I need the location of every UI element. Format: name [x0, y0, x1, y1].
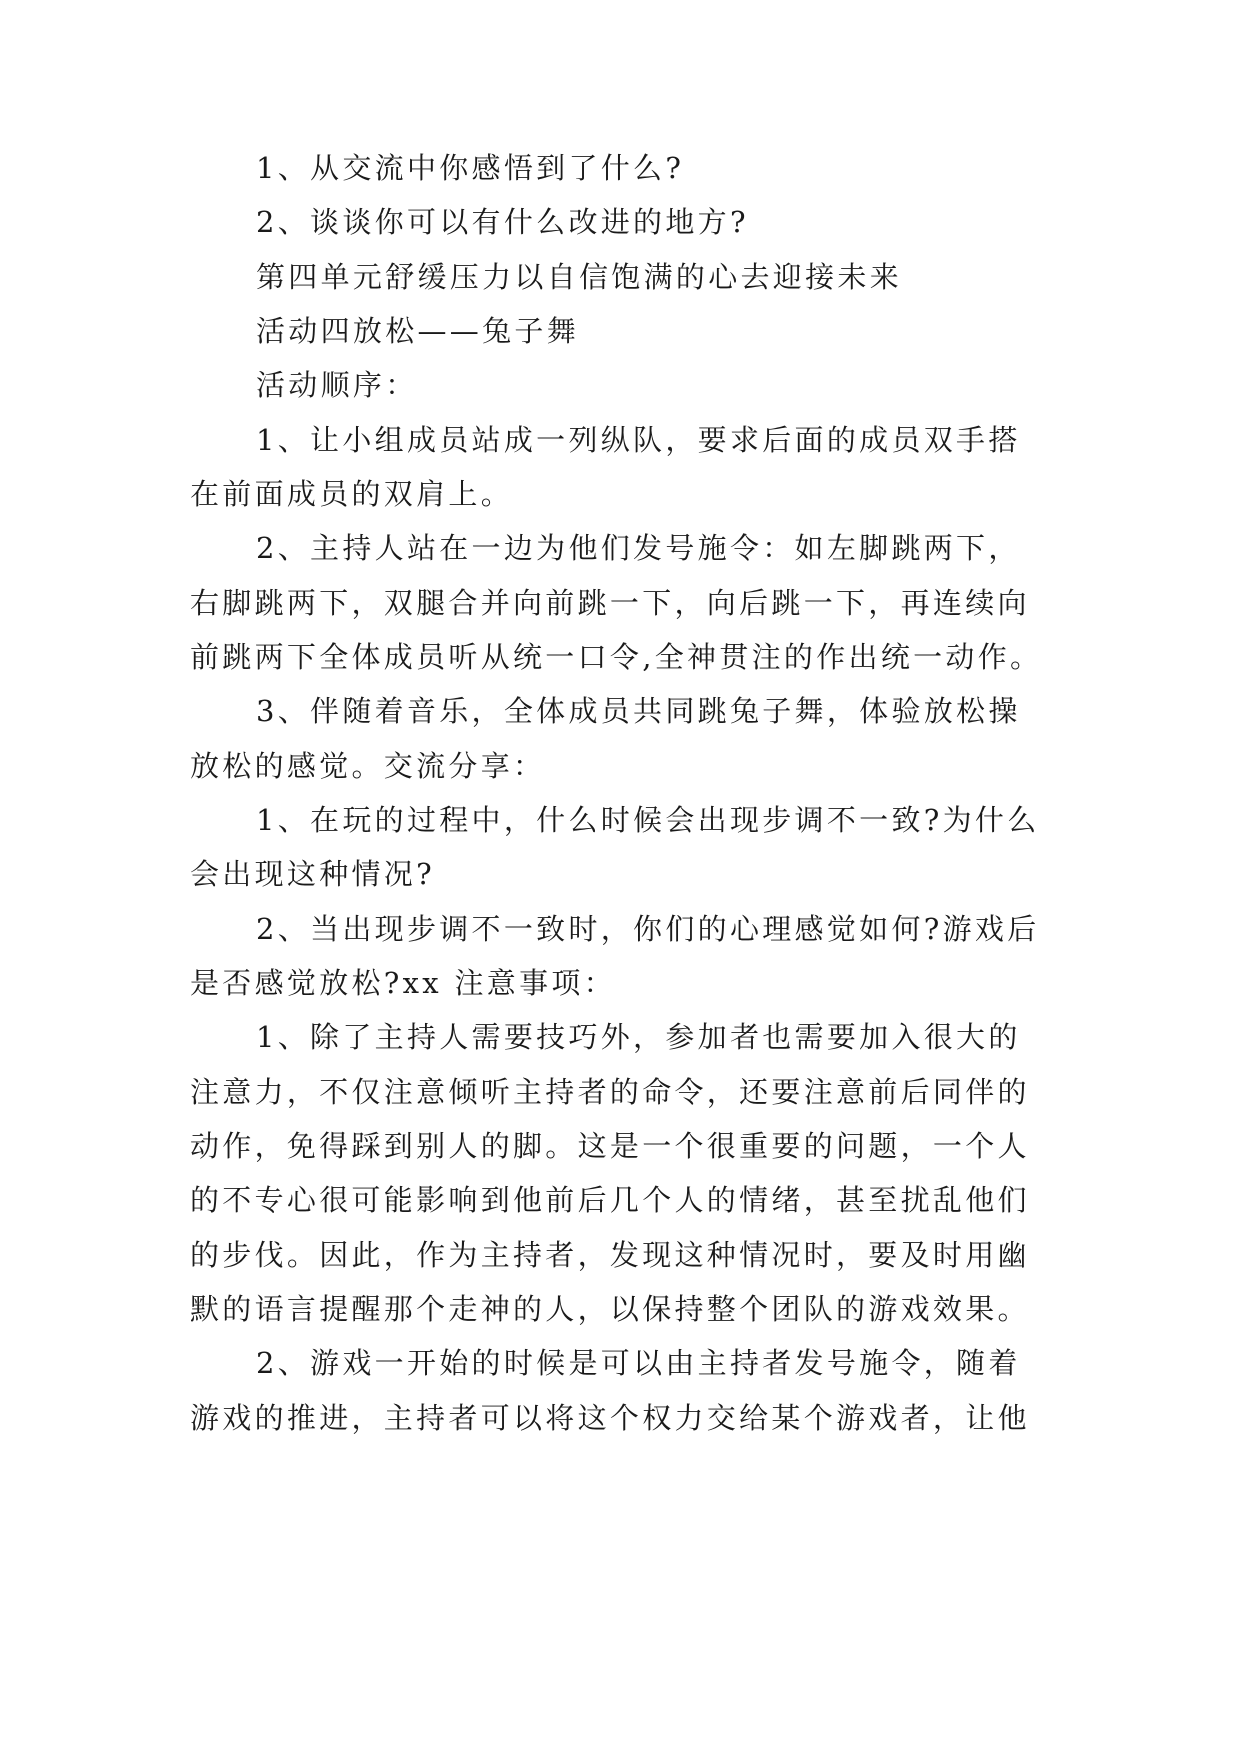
text-line: 1、从交流中你感悟到了什么?	[256, 151, 685, 185]
text-line: 是否感觉放松?xx 注意事项：	[190, 966, 616, 1000]
text-line: 的不专心很可能影响到他前后几个人的情绪，甚至扰乱他们	[190, 1183, 1030, 1217]
text-line: 2、主持人站在一边为他们发号施令：如左脚跳两下，	[256, 531, 1021, 565]
text-line: 1、让小组成员站成一列纵队，要求后面的成员双手搭	[256, 423, 1021, 457]
text-line: 默的语言提醒那个走神的人，以保持整个团队的游戏效果。	[190, 1292, 1030, 1326]
activity-title: 活动四放松——兔子舞	[256, 314, 580, 348]
text-line: 1、在玩的过程中，什么时候会出现步调不一致?为什么	[256, 803, 1040, 837]
text-line: 会出现这种情况?	[190, 857, 435, 891]
text-line: 动作，免得踩到别人的脚。这是一个很重要的问题，一个人	[190, 1129, 1030, 1163]
text-line: 2、谈谈你可以有什么改进的地方?	[256, 205, 749, 239]
text-line: 前跳两下全体成员听从统一口令,全神贯注的作出统一动作。	[190, 640, 1043, 674]
text-line: 活动顺序：	[256, 368, 418, 402]
text-line: 2、当出现步调不一致时，你们的心理感觉如何?游戏后	[256, 912, 1040, 946]
text-line: 在前面成员的双肩上。	[190, 477, 514, 511]
text-line: 1、除了主持人需要技巧外，参加者也需要加入很大的	[256, 1020, 1021, 1054]
text-line: 2、游戏一开始的时候是可以由主持者发号施令，随着	[256, 1346, 1021, 1380]
text-line: 放松的感觉。交流分享：	[190, 749, 546, 783]
text-line: 右脚跳两下，双腿合并向前跳一下，向后跳一下，再连续向	[190, 586, 1030, 620]
text-line: 游戏的推进，主持者可以将这个权力交给某个游戏者，让他	[190, 1401, 1030, 1435]
text-line: 的步伐。因此，作为主持者，发现这种情况时，要及时用幽	[190, 1238, 1030, 1272]
text-line: 3、伴随着音乐，全体成员共同跳兔子舞，体验放松操	[256, 694, 1021, 728]
text-line: 注意力，不仅注意倾听主持者的命令，还要注意前后同伴的	[190, 1075, 1030, 1109]
section-heading: 第四单元舒缓压力以自信饱满的心去迎接未来	[256, 260, 903, 294]
